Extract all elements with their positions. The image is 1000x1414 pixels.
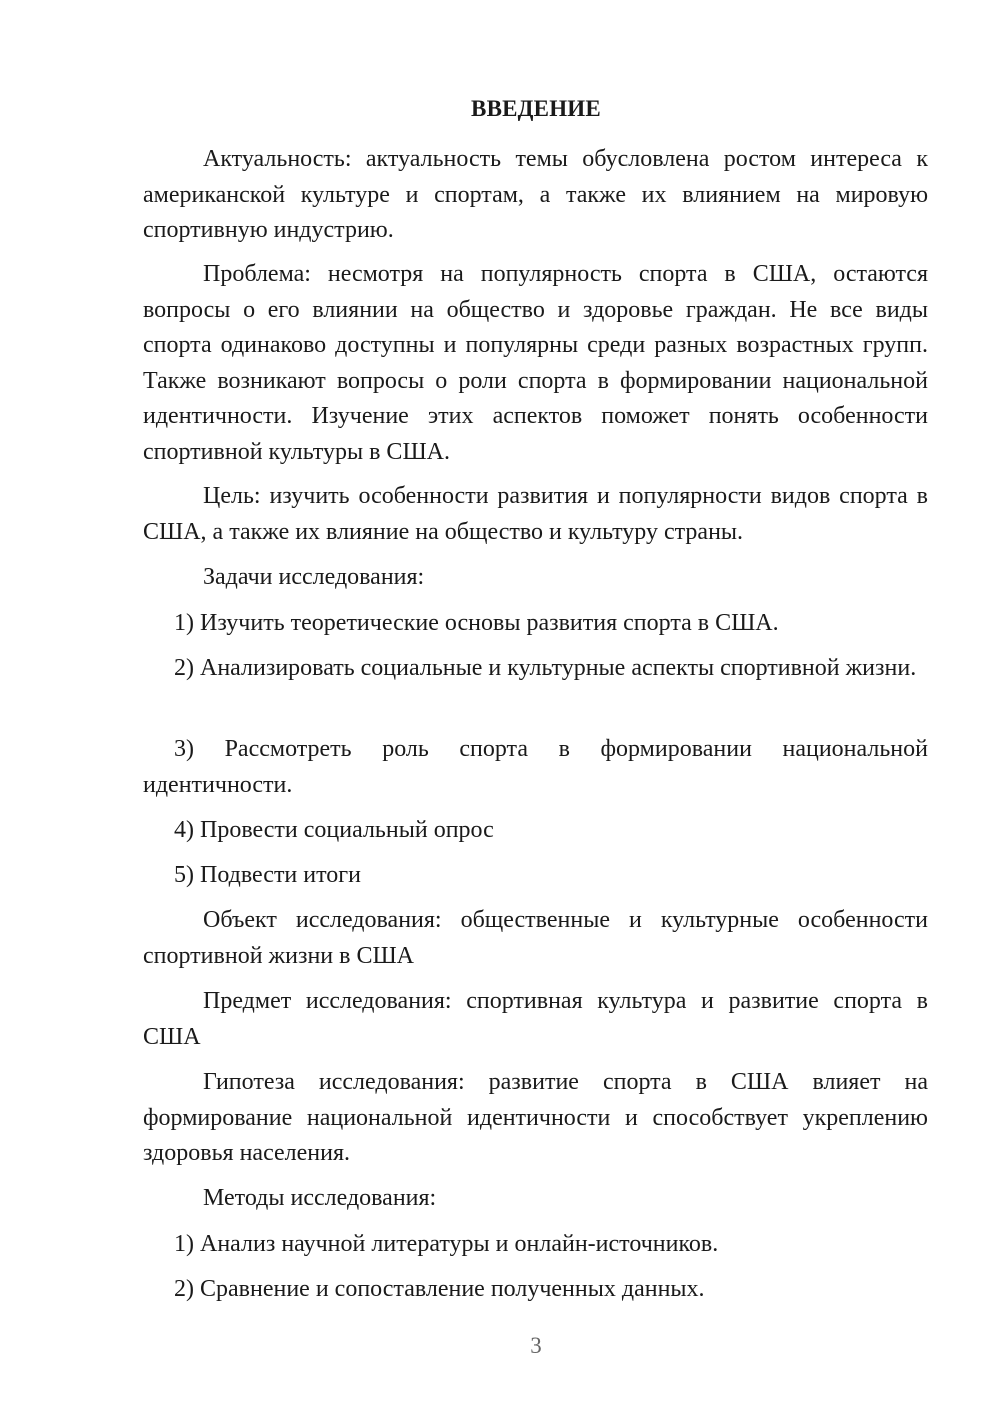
method-item: 2) Сравнение и сопоставление полученных данных.	[174, 1276, 705, 1302]
task-item: 4) Провести социальный опрос	[174, 817, 494, 843]
subject-paragraph: Предмет исследования: спортивная культура и развитие спорта в США	[143, 988, 928, 1050]
method-item: 1) Анализ научной литературы и онлайн-источников.	[174, 1231, 719, 1257]
problem-paragraph: Проблема: несмотря на популярность спорта в США, остаются вопросы о его влиянии на общество и здоровье граждан. Не все виды спорта одинаково доступны и популярны среди разных возрастных групп. Также возникают вопросы о роли спорта в формировании национальной идентичности. Изучение этих аспектов поможет понять особенности спортивной культуры в США.	[143, 261, 928, 465]
task-item: 2) Анализировать социальные и культурные аспекты спортивной жизни.	[174, 655, 917, 681]
tasks-title: Задачи исследования:	[203, 564, 425, 590]
task-item: 3) Рассмотреть роль спорта в формировании национальной идентичности.	[143, 736, 928, 798]
page-number: 3	[530, 1333, 542, 1358]
object-paragraph: Объект исследования: общественные и культурные особенности спортивной жизни в США	[143, 907, 928, 969]
task-item: 5) Подвести итоги	[174, 862, 361, 888]
task-item: 1) Изучить теоретические основы развития спорта в США.	[174, 610, 779, 636]
methods-title: Методы исследования:	[203, 1185, 437, 1211]
hypothesis-paragraph: Гипотеза исследования: развитие спорта в США влияет на формирование национальной идентичности и способствует укреплению здоровья населения.	[143, 1069, 928, 1166]
relevance-paragraph: Актуальность: актуальность темы обусловлена ростом интереса к американской культуре и спортам, а также их влиянием на мировую спортивную индустрию.	[143, 146, 928, 243]
goal-paragraph: Цель: изучить особенности развития и популярности видов спорта в США, а также их влияние на общество и культуру страны.	[143, 483, 928, 545]
section-heading: ВВЕДЕНИЕ	[471, 96, 601, 121]
